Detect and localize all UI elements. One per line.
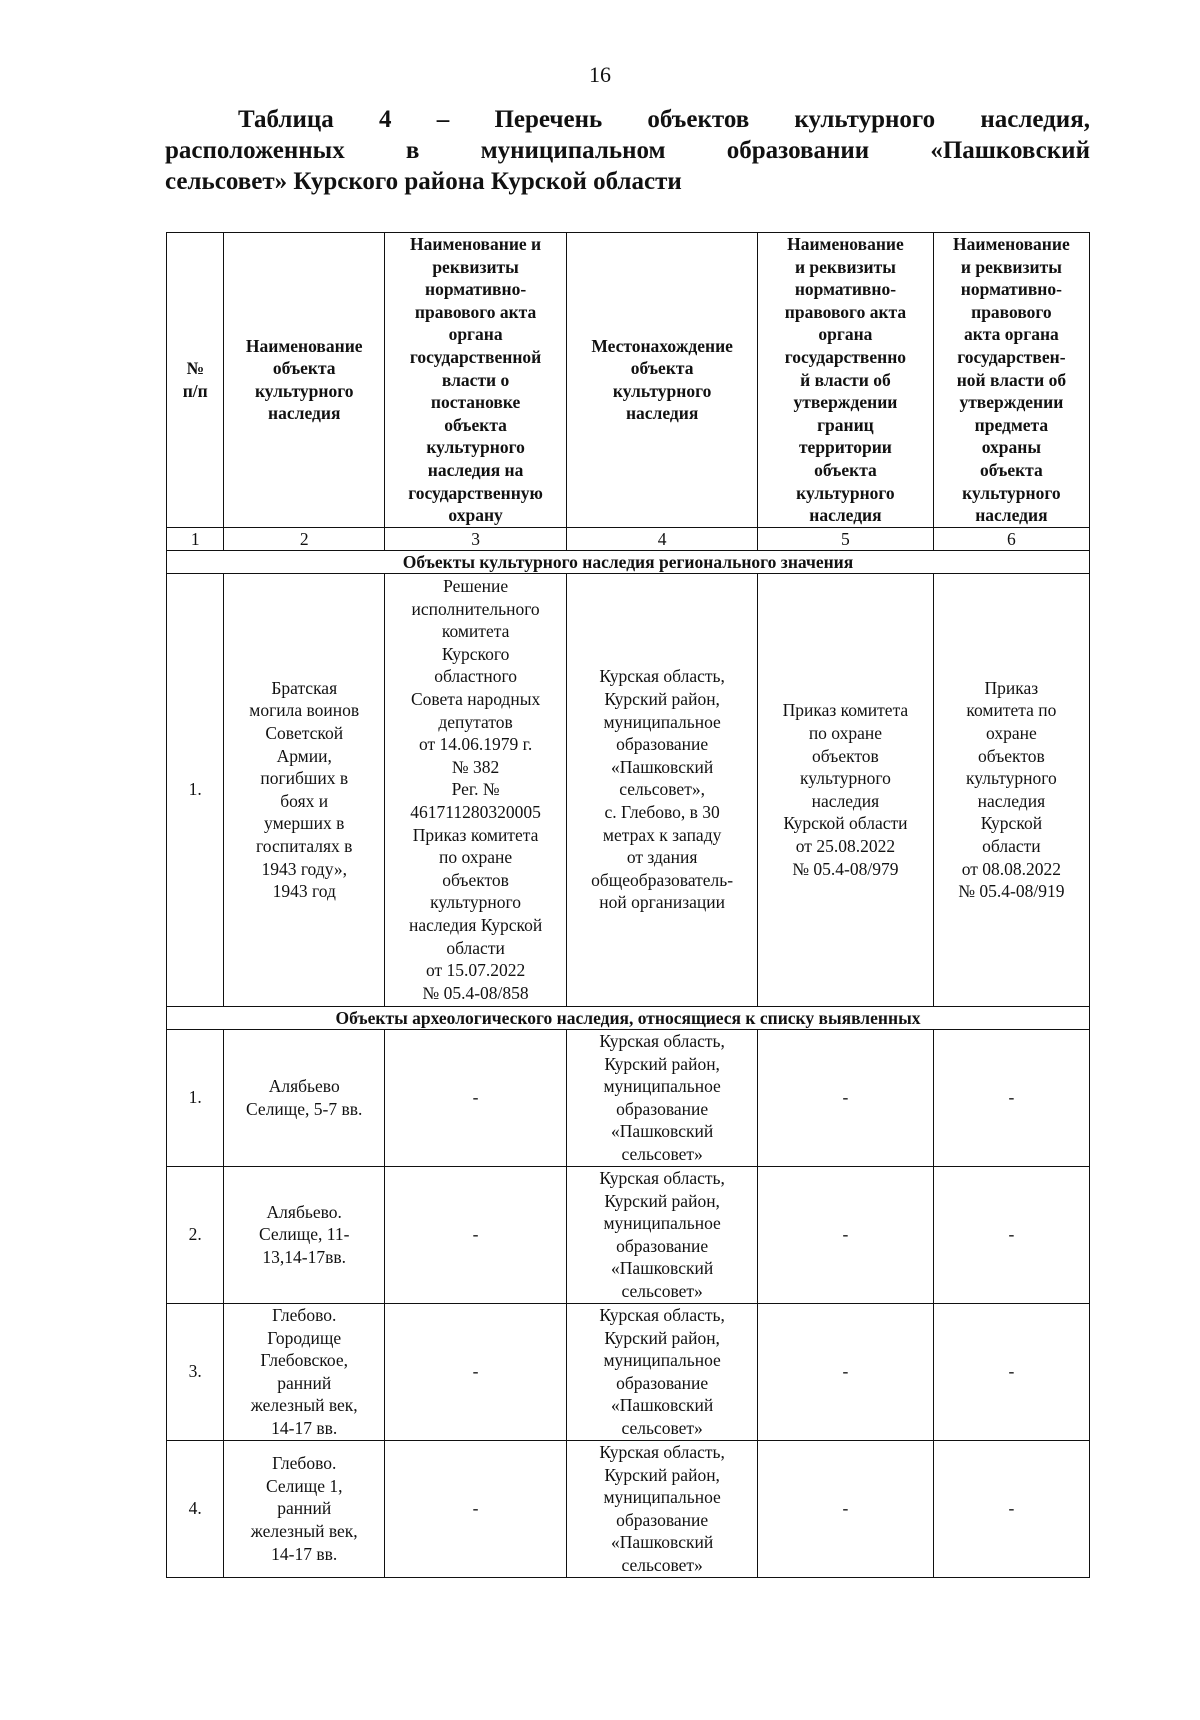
territory-borders-act: - <box>758 1440 934 1577</box>
object-location: Курская область, Курский район, муниципальное образование «Пашковский сельсовет» <box>567 1029 758 1166</box>
object-location: Курская область, Курский район, муниципальное образование «Пашковский сельсовет» <box>567 1303 758 1440</box>
table-row <box>167 1303 1090 1440</box>
row-number: 4. <box>167 1440 224 1577</box>
table-row <box>167 1166 1090 1303</box>
column-number: 6 <box>933 527 1089 550</box>
table-header-row <box>167 233 1090 528</box>
column-number: 1 <box>167 527 224 550</box>
section-row-regional <box>167 550 1090 573</box>
territory-borders-act: - <box>758 1303 934 1440</box>
section-row-archaeological <box>167 1006 1090 1029</box>
object-name: Глебово. Городище Глебовское, ранний железный век, 14-17 вв. <box>224 1303 385 1440</box>
column-number: 3 <box>384 527 566 550</box>
object-name: Братская могила воинов Советской Армии, погибших в боях и умерших в госпиталях в 1943 году», 1943 год <box>224 573 385 1006</box>
document-title <box>165 104 1090 197</box>
header-protection-act: Наименование и реквизиты нормативно- правового акта органа государственной власти о постановке объекта культурного наследия на государственную охрану <box>384 233 566 528</box>
column-number: 4 <box>567 527 758 550</box>
row-number: 3. <box>167 1303 224 1440</box>
territory-borders-act: - <box>758 1166 934 1303</box>
heritage-objects-table <box>166 232 1090 1578</box>
row-number: 1. <box>167 573 224 1006</box>
protection-act: - <box>384 1166 566 1303</box>
row-number: 2. <box>167 1166 224 1303</box>
protection-act: - <box>384 1029 566 1166</box>
table-row <box>167 573 1090 1006</box>
protection-subject-act: Приказ комитета по охране объектов культурного наследия Курской области от 08.08.2022 № 05.4-08/919 <box>933 573 1089 1006</box>
header-territory-borders-act: Наименование и реквизиты нормативно- правового акта органа государственно й власти об утверждении границ территории объекта культурного наследия <box>758 233 934 528</box>
object-name: Глебово. Селище 1, ранний железный век, 14-17 вв. <box>224 1440 385 1577</box>
column-numbers-row <box>167 527 1090 550</box>
object-location: Курская область, Курский район, муниципальное образование «Пашковский сельсовет», с. Глебово, в 30 метрах к западу от здания общеобразователь- ной организации <box>567 573 758 1006</box>
title-line-1: Таблица 4 – Перечень объектов культурного наследия, <box>238 106 1090 133</box>
protection-act: Решение исполнительного комитета Курского областного Совета народных депутатов от 14.06.1979 г. № 382 Рег. № 461711280320005 Приказ комитета по охране объектов культурного наследия Курской области от 15.07.2022 № 05.4-08/858 <box>384 573 566 1006</box>
object-name: Алябьево. Селище, 11- 13,14-17вв. <box>224 1166 385 1303</box>
page-number: 16 <box>589 62 611 87</box>
section-heading-archaeological: Объекты археологического наследия, относящиеся к списку выявленных <box>167 1006 1090 1029</box>
table-row <box>167 1029 1090 1166</box>
protection-act: - <box>384 1440 566 1577</box>
object-location: Курская область, Курский район, муниципальное образование «Пашковский сельсовет» <box>567 1166 758 1303</box>
territory-borders-act: - <box>758 1029 934 1166</box>
protection-subject-act: - <box>933 1029 1089 1166</box>
column-number: 5 <box>758 527 934 550</box>
territory-borders-act: Приказ комитета по охране объектов культурного наследия Курской области от 25.08.2022 № 05.4-08/979 <box>758 573 934 1006</box>
header-number: № п/п <box>167 233 224 528</box>
object-location: Курская область, Курский район, муниципальное образование «Пашковский сельсовет» <box>567 1440 758 1577</box>
section-heading-regional: Объекты культурного наследия регионального значения <box>167 550 1090 573</box>
protection-act: - <box>384 1303 566 1440</box>
title-line-2: расположенных в муниципальном образовании «Пашковский <box>165 137 1090 164</box>
object-name: Алябьево Селище, 5-7 вв. <box>224 1029 385 1166</box>
header-protection-subject-act: Наименование и реквизиты нормативно- правового акта органа государствен- ной власти об утверждении предмета охраны объекта культурного наследия <box>933 233 1089 528</box>
protection-subject-act: - <box>933 1440 1089 1577</box>
column-number: 2 <box>224 527 385 550</box>
header-location: Местонахождение объекта культурного наследия <box>567 233 758 528</box>
protection-subject-act: - <box>933 1166 1089 1303</box>
protection-subject-act: - <box>933 1303 1089 1440</box>
header-object-name: Наименование объекта культурного наследия <box>224 233 385 528</box>
row-number: 1. <box>167 1029 224 1166</box>
title-line-3: сельсовет» Курского района Курской области <box>165 168 682 195</box>
table-row <box>167 1440 1090 1577</box>
